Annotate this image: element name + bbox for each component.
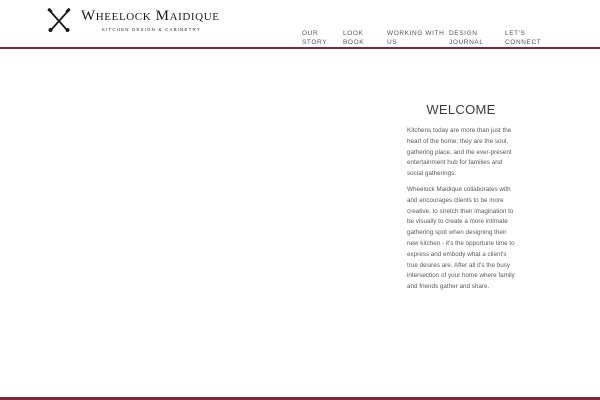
site-header bbox=[0, 0, 600, 48]
nav-item-lets-connect[interactable]: LET'S CONNECT bbox=[505, 30, 542, 46]
nav-item-our-story[interactable]: OUR STORY bbox=[302, 30, 328, 46]
brand-name: Wheelock Maidique bbox=[81, 8, 220, 24]
welcome-body bbox=[407, 126, 517, 298]
header-divider bbox=[0, 47, 600, 49]
welcome-paragraph: Kitchens today are more than just the heart of the home; they are the soul, gathering place, and the ever-present entertainment hub for families and social gatherings. bbox=[407, 127, 512, 178]
main-nav bbox=[0, 30, 600, 48]
welcome-title: WELCOME bbox=[426, 102, 496, 117]
welcome-paragraph: Wheelock Maidique collaborates with and encourages clients to be more creative, to stretch their imagination to be visually to create a more intimate gathering spot when designing their new kitchen - it's the opportune time to express and embody what a client's true desires are. After all it's the busy intersection of your home where family and friends gather and share. bbox=[407, 185, 515, 291]
nav-item-look-book[interactable]: LOOK BOOK bbox=[343, 30, 365, 46]
nav-item-working-with-us[interactable]: WORKING WITH US bbox=[387, 30, 445, 46]
brand-tagline: KITCHEN DESIGN & CABINETRY bbox=[102, 27, 201, 32]
nav-item-design-journal[interactable]: DESIGN JOURNAL bbox=[449, 30, 484, 46]
